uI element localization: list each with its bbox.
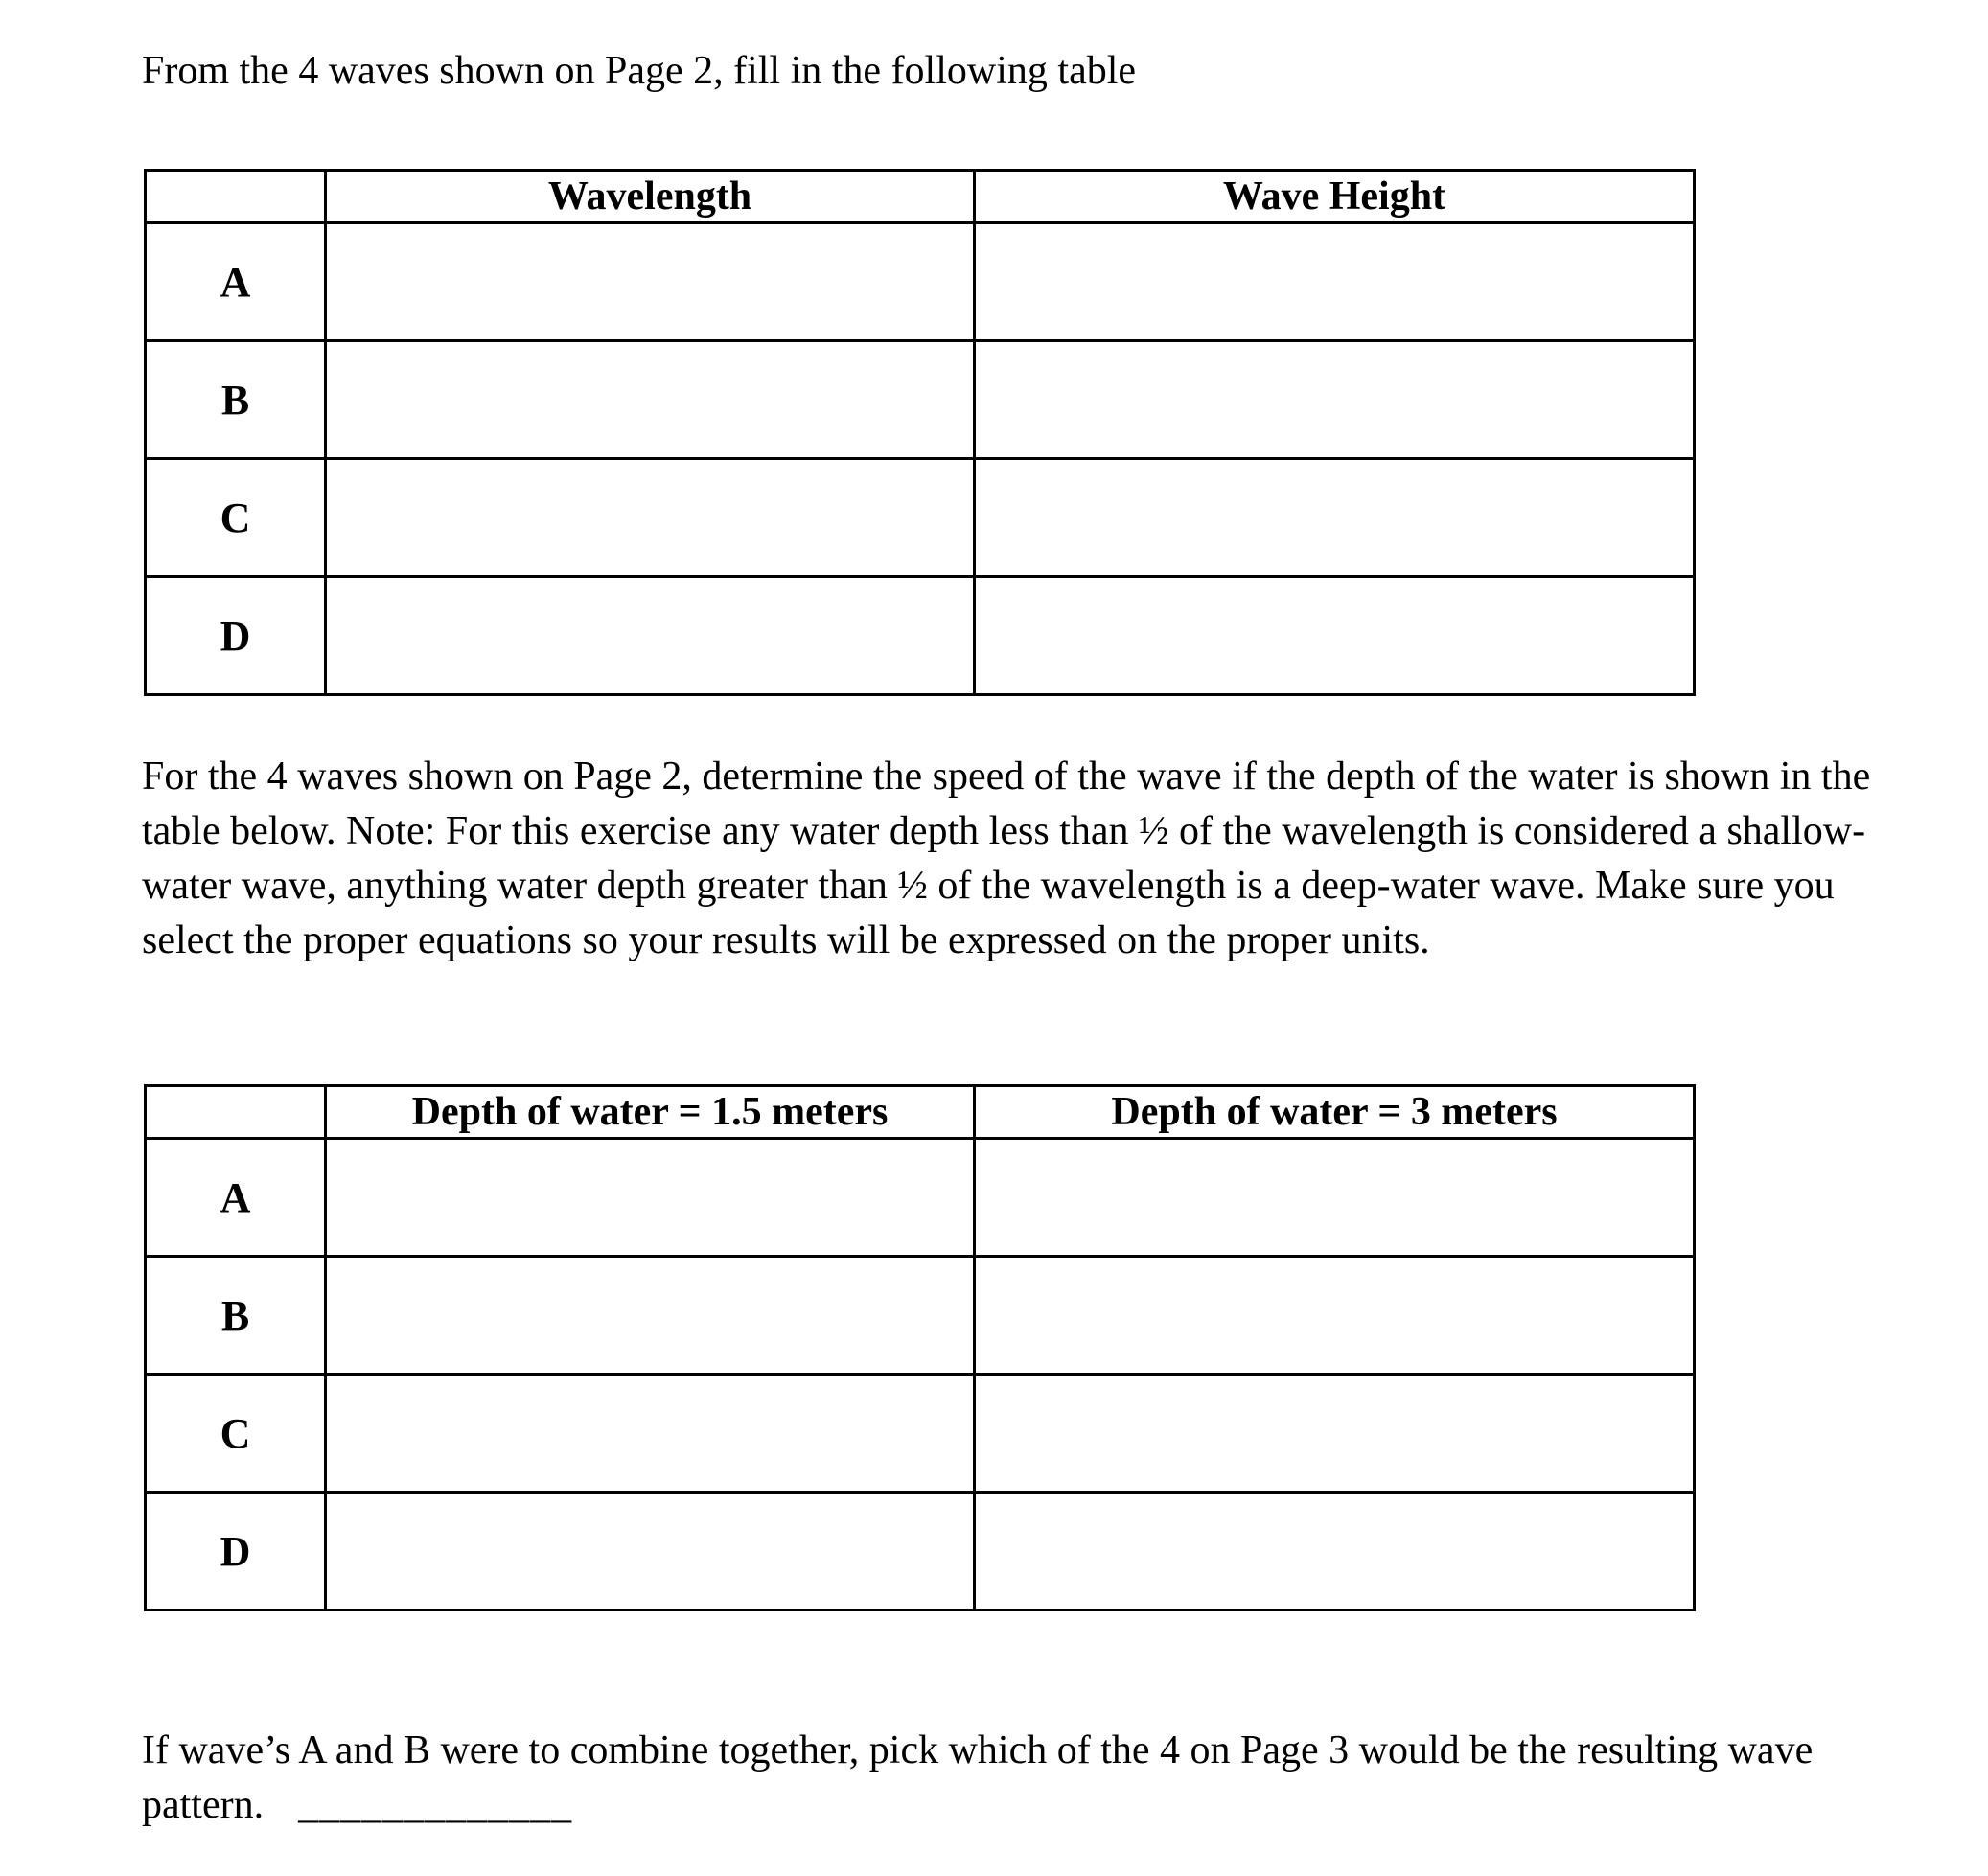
table-row (146, 1493, 1695, 1610)
depth-speed-table (144, 1084, 1696, 1611)
table-row (146, 1375, 1695, 1493)
table-row (146, 341, 1695, 459)
fill-cell-depth3-b (975, 1257, 1695, 1375)
column-header-depth-1-5: Depth of water = 1.5 meters (326, 1086, 975, 1139)
intro-text: From the 4 waves shown on Page 2, fill in the following table (142, 49, 1137, 93)
table-row (146, 459, 1695, 577)
answer-blank: _____________ (298, 1783, 573, 1827)
fill-cell-wavelength-b (326, 341, 975, 459)
fill-cell-waveheight-d (975, 577, 1695, 695)
fill-cell-depth3-a (975, 1139, 1695, 1257)
fill-cell-depth15-a (326, 1139, 975, 1257)
row-label-d: D (146, 577, 326, 695)
table-header-row (146, 1086, 1695, 1139)
table-header-row (146, 171, 1695, 223)
table-row (146, 577, 1695, 695)
row-label-c: C (146, 459, 326, 577)
fill-cell-waveheight-b (975, 341, 1695, 459)
table-row (146, 1257, 1695, 1375)
corner-header-cell (146, 1086, 326, 1139)
table-row (146, 223, 1695, 341)
column-header-wave-height: Wave Height (975, 171, 1695, 223)
row-label-b: B (146, 1257, 326, 1375)
fill-cell-wavelength-c (326, 459, 975, 577)
row-label-d: D (146, 1493, 326, 1610)
wavelength-table (144, 169, 1696, 696)
column-header-wavelength: Wavelength (326, 171, 975, 223)
fill-cell-depth15-d (326, 1493, 975, 1610)
column-header-depth-3: Depth of water = 3 meters (975, 1086, 1695, 1139)
fill-cell-waveheight-c (975, 459, 1695, 577)
row-label-a: A (146, 223, 326, 341)
fill-cell-waveheight-a (975, 223, 1695, 341)
row-label-a: A (146, 1139, 326, 1257)
row-label-c: C (146, 1375, 326, 1493)
fill-cell-depth3-c (975, 1375, 1695, 1493)
row-label-b: B (146, 341, 326, 459)
closing-block (142, 1724, 1877, 1833)
corner-header-cell (146, 171, 326, 223)
fill-cell-depth15-b (326, 1257, 975, 1375)
fill-cell-depth15-c (326, 1375, 975, 1493)
fill-cell-wavelength-a (326, 223, 975, 341)
closing-text: If wave’s A and B were to combine together, pick which of the 4 on Page 3 would be the resulting wave pattern. (142, 1728, 1814, 1827)
fill-cell-depth3-d (975, 1493, 1695, 1610)
table-row (146, 1139, 1695, 1257)
instructions-paragraph: For the 4 waves shown on Page 2, determine the speed of the wave if the depth of the water is shown in the table below. Note: For this exercise any water depth less than ½ of the wavelength is considered a shallow-water wave, anything water depth greater than ½ of the wavelength is a deep-water wave. Make sure you select the proper equations so your results will be expressed on the proper units. (142, 754, 1871, 962)
fill-cell-wavelength-d (326, 577, 975, 695)
